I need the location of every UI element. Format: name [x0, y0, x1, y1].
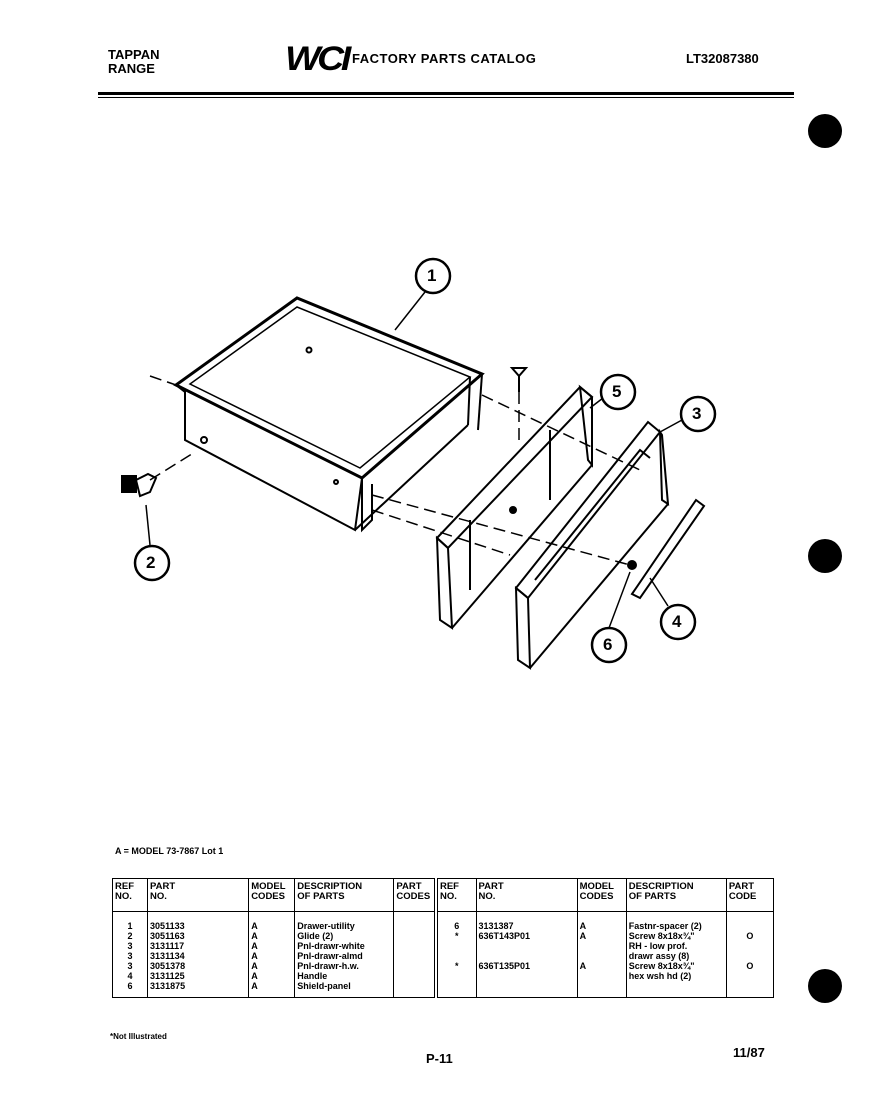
cell-part: 3131875	[148, 981, 249, 998]
header-part-right: PART NO.	[476, 879, 577, 912]
cell-desc: Handle	[295, 971, 394, 981]
cell-r-code	[726, 941, 773, 951]
cell-code	[394, 961, 436, 971]
assembly-lines	[150, 376, 640, 565]
callout-4: 4	[672, 612, 682, 631]
cell-r-code: O	[726, 931, 773, 941]
callout-1: 1	[427, 266, 437, 285]
table-row	[113, 912, 774, 932]
cell-r-part	[476, 981, 577, 998]
cell-desc: Drawer-utility	[295, 912, 394, 932]
cell-r-model: A	[577, 912, 626, 932]
brand-line-1: TAPPAN	[108, 47, 160, 62]
cell-desc: Pnl-drawr-white	[295, 941, 394, 951]
cell-code	[394, 971, 436, 981]
header-code-right: PART CODE	[726, 879, 773, 912]
header-model: MODEL CODES	[249, 879, 295, 912]
glide	[122, 474, 156, 496]
footer-date: 11/87	[733, 1045, 765, 1060]
cell-r-desc: RH - low prof.	[626, 941, 726, 951]
model-number: LT32087380	[686, 51, 759, 66]
table-row	[113, 951, 774, 961]
cell-ref: 2	[113, 931, 148, 941]
cell-r-model	[577, 941, 626, 951]
cell-model: A	[249, 951, 295, 961]
cell-model: A	[249, 912, 295, 932]
cell-r-code: O	[726, 961, 773, 971]
callout-3: 3	[692, 404, 702, 423]
cell-r-code	[726, 981, 773, 998]
table-row	[113, 941, 774, 951]
parts-table	[112, 878, 774, 998]
cell-r-desc: drawr assy (8)	[626, 951, 726, 961]
cell-r-desc	[626, 981, 726, 998]
cell-r-ref	[436, 951, 476, 961]
screw	[510, 507, 516, 513]
binder-hole	[808, 969, 842, 1003]
cell-ref: 4	[113, 971, 148, 981]
fastener-spacer	[628, 561, 636, 569]
cell-desc: Glide (2)	[295, 931, 394, 941]
cell-r-ref: *	[436, 931, 476, 941]
table-row	[113, 971, 774, 981]
cell-ref: 3	[113, 951, 148, 961]
cell-r-part: 636T143P01	[476, 931, 577, 941]
cell-r-part	[476, 951, 577, 961]
cell-part: 3051163	[148, 931, 249, 941]
callout-2: 2	[146, 553, 156, 572]
cell-r-code	[726, 951, 773, 961]
table-row	[113, 961, 774, 971]
callout-6: 6	[603, 635, 613, 654]
cell-desc: Pnl-drawr-almd	[295, 951, 394, 961]
header-model-right: MODEL CODES	[577, 879, 626, 912]
footnote: *Not Illustrated	[110, 1032, 167, 1041]
header-code: PART CODES	[394, 879, 436, 912]
cell-model: A	[249, 971, 295, 981]
page-number: P-11	[426, 1051, 453, 1066]
cell-code	[394, 941, 436, 951]
brand-line-2: RANGE	[108, 61, 155, 76]
cell-desc: Shield-panel	[295, 981, 394, 998]
cell-part: 3131134	[148, 951, 249, 961]
cell-r-model	[577, 971, 626, 981]
cell-r-desc: Screw 8x18x¾"	[626, 931, 726, 941]
cell-ref: 1	[113, 912, 148, 932]
drawer-utility	[176, 298, 482, 530]
table-header-row	[113, 879, 774, 912]
cell-r-desc: Fastnr-spacer (2)	[626, 912, 726, 932]
cell-code	[394, 912, 436, 932]
table-row	[113, 981, 774, 998]
cell-r-ref: 6	[436, 912, 476, 932]
cell-model: A	[249, 931, 295, 941]
header-ref-right: REF NO.	[436, 879, 476, 912]
cell-r-desc: hex wsh hd (2)	[626, 971, 726, 981]
cell-r-part: 3131387	[476, 912, 577, 932]
screw-top	[512, 368, 526, 392]
cell-desc: Pnl-drawr-h.w.	[295, 961, 394, 971]
cell-part: 3131117	[148, 941, 249, 951]
cell-ref: 3	[113, 961, 148, 971]
header-desc-right: DESCRIPTION OF PARTS	[626, 879, 726, 912]
cell-r-code	[726, 912, 773, 932]
leader-lines	[146, 292, 682, 628]
header-ref: REF NO.	[113, 879, 148, 912]
cell-r-ref: *	[436, 961, 476, 971]
cell-r-model	[577, 951, 626, 961]
cell-r-model: A	[577, 961, 626, 971]
cell-model: A	[249, 941, 295, 951]
cell-code	[394, 981, 436, 998]
callout-5: 5	[612, 382, 622, 401]
cell-model: A	[249, 961, 295, 971]
cell-ref: 6	[113, 981, 148, 998]
cell-code	[394, 931, 436, 941]
cell-model: A	[249, 981, 295, 998]
table-row	[113, 931, 774, 941]
cell-ref: 3	[113, 941, 148, 951]
model-line: A = MODEL 73-7867 Lot 1	[115, 846, 224, 856]
cell-part: 3131125	[148, 971, 249, 981]
cell-r-model	[577, 981, 626, 998]
cell-part: 3051378	[148, 961, 249, 971]
cell-r-ref	[436, 941, 476, 951]
cell-r-model: A	[577, 931, 626, 941]
cell-code	[394, 951, 436, 961]
handle	[632, 500, 704, 598]
header-part: PART NO.	[148, 879, 249, 912]
cell-r-desc: Screw 8x18x¾"	[626, 961, 726, 971]
catalog-title: FACTORY PARTS CATALOG	[352, 51, 537, 66]
cell-r-ref	[436, 971, 476, 981]
wci-logo: WCI	[285, 40, 348, 78]
cell-r-ref	[436, 981, 476, 998]
cell-r-part	[476, 941, 577, 951]
cell-r-part	[476, 971, 577, 981]
cell-part: 3051133	[148, 912, 249, 932]
cell-r-code	[726, 971, 773, 981]
cell-r-part: 636T135P01	[476, 961, 577, 971]
header-desc: DESCRIPTION OF PARTS	[295, 879, 394, 912]
